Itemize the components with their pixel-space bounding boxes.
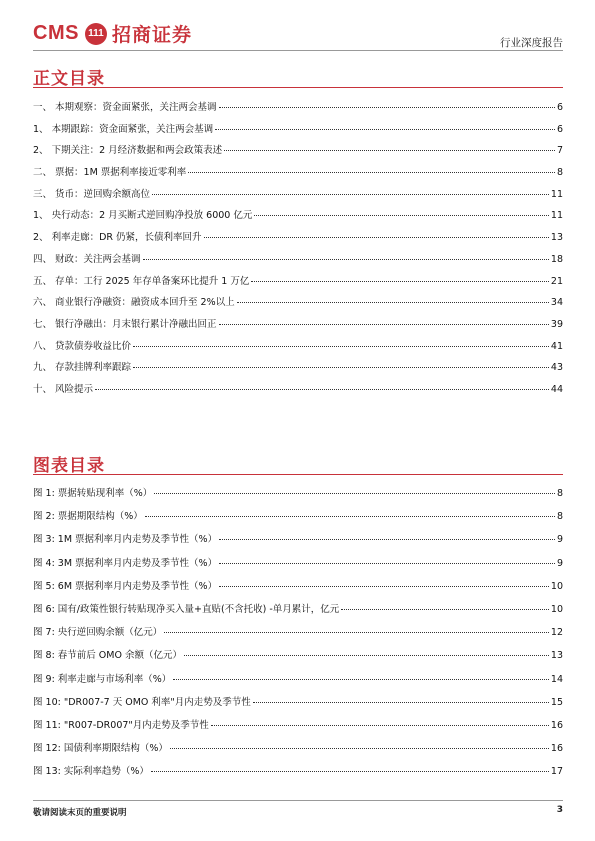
entry-page-number: 15 (550, 696, 563, 708)
dot-leader (215, 129, 555, 130)
figures-list (33, 485, 563, 786)
figure-entry[interactable] (33, 647, 563, 670)
entry-label: 图 7: 央行逆回购余额（亿元） (33, 627, 163, 639)
figures-title: 图表目录 (33, 456, 105, 476)
dot-leader (164, 632, 549, 633)
entry-label: 1、 本期跟踪：资金面紧张，关注两会基调 (33, 123, 214, 135)
contents-entry[interactable] (33, 316, 563, 338)
contents-entry[interactable] (33, 381, 563, 403)
dot-leader (133, 367, 549, 368)
dot-leader (219, 586, 549, 587)
entry-page-number: 10 (550, 580, 563, 592)
entry-page-number: 13 (550, 232, 563, 244)
entry-label: 图 12: 国债利率期限结构（%） (33, 743, 168, 755)
entry-label: 图 8: 春节前后 OMO 余额（亿元） (33, 650, 182, 662)
entry-page-number: 8 (556, 167, 563, 179)
entry-page-number: 21 (550, 275, 563, 287)
entry-page-number: 14 (550, 673, 563, 685)
entry-page-number: 9 (556, 557, 563, 569)
contents-entry[interactable] (33, 142, 563, 164)
dot-leader (204, 237, 549, 238)
dot-leader (224, 150, 555, 151)
contents-entry[interactable] (33, 164, 563, 186)
logo-emblem-icon: 111 (85, 23, 107, 45)
contents-title-rule (33, 87, 563, 88)
entry-page-number: 12 (550, 627, 563, 639)
entry-label: 2、 利率走廊：DR 仍紧，长债利率回升 (33, 232, 202, 244)
dot-leader (152, 194, 549, 195)
figure-entry[interactable] (33, 717, 563, 740)
dot-leader (341, 609, 549, 610)
entry-page-number: 41 (550, 340, 563, 352)
dot-leader (237, 302, 549, 303)
entry-page-number: 43 (550, 362, 563, 374)
contents-entry[interactable] (33, 294, 563, 316)
entry-label: 图 3: 1M 票据利率月内走势及季节性（%） (33, 534, 218, 546)
figure-entry[interactable] (33, 508, 563, 531)
dot-leader (219, 324, 549, 325)
entry-label: 图 9: 利率走廊与市场利率（%） (33, 673, 172, 685)
entry-label: 九、 存款挂牌利率跟踪 (33, 362, 132, 374)
entry-label: 图 1: 票据转贴现利率（%） (33, 488, 153, 499)
dot-leader (154, 493, 555, 494)
entry-label: 图 11: "R007-DR007"月内走势及季节性 (33, 719, 209, 731)
dot-leader (170, 748, 549, 749)
entry-page-number: 17 (550, 766, 563, 778)
entry-label: 五、 存单：工行 2025 年存单备案环比提升 1 万亿 (33, 275, 250, 287)
dot-leader (219, 539, 555, 540)
logo-chinese: 招商证券 (111, 24, 192, 46)
figure-entry[interactable] (33, 694, 563, 717)
page-number: 3 (556, 805, 563, 815)
dot-leader (151, 771, 549, 772)
entry-page-number: 16 (550, 743, 563, 755)
entry-label: 2、 下期关注：2 月经济数据和两会政策表述 (33, 145, 223, 157)
entry-label: 八、 贷款债券收益比价 (33, 340, 132, 352)
entry-label: 一、 本期观察：资金面紧张，关注两会基调 (33, 102, 217, 113)
footer-divider (33, 800, 563, 801)
entry-page-number: 8 (556, 488, 563, 499)
entry-page-number: 6 (556, 102, 563, 113)
dot-leader (173, 679, 549, 680)
entry-page-number: 44 (550, 383, 563, 395)
dot-leader (211, 725, 549, 726)
dot-leader (95, 389, 549, 390)
entry-label: 七、 银行净融出：月末银行累计净融出回正 (33, 318, 217, 330)
entry-label: 图 6: 国有/政策性银行转贴现净买入量+直贴(不含托收) -单月累计，亿元 (33, 603, 340, 615)
entry-page-number: 16 (550, 719, 563, 731)
figure-entry[interactable] (33, 624, 563, 647)
figure-entry[interactable] (33, 671, 563, 694)
entry-page-number: 13 (550, 650, 563, 662)
contents-entry[interactable] (33, 251, 563, 273)
entry-page-number: 39 (550, 318, 563, 330)
entry-page-number: 11 (550, 210, 563, 222)
entry-page-number: 8 (556, 511, 563, 523)
figure-entry[interactable] (33, 578, 563, 601)
entry-label: 六、 商业银行净融资：融资成本回升至 2%以上 (33, 297, 235, 309)
contents-entry[interactable] (33, 359, 563, 381)
figure-entry[interactable] (33, 531, 563, 554)
dot-leader (133, 346, 549, 347)
entry-label: 图 13: 实际利率趋势（%） (33, 766, 149, 778)
figure-entry[interactable] (33, 763, 563, 786)
figure-entry[interactable] (33, 601, 563, 624)
dot-leader (145, 516, 555, 517)
contents-entry[interactable] (33, 186, 563, 208)
contents-entry[interactable] (33, 99, 563, 121)
entry-page-number: 6 (556, 123, 563, 135)
dot-leader (253, 702, 549, 703)
entry-label: 十、 风险提示 (33, 383, 94, 395)
logo-latin: CMS (33, 22, 79, 44)
entry-label: 图 5: 6M 票据利率月内走势及季节性（%） (33, 580, 218, 592)
entry-page-number: 10 (550, 603, 563, 615)
dot-leader (184, 655, 549, 656)
entry-page-number: 11 (550, 188, 563, 200)
entry-label: 1、 央行动态：2 月买断式逆回购净投放 6000 亿元 (33, 210, 253, 222)
entry-label: 图 10: "DR007-7 天 OMO 利率"月内走势及季节性 (33, 696, 251, 708)
figure-entry[interactable] (33, 485, 563, 508)
entry-label: 四、 财政：关注两会基调 (33, 253, 141, 265)
contents-list (33, 99, 563, 403)
figures-title-rule (33, 474, 563, 475)
dot-leader (219, 107, 555, 108)
entry-label: 三、 货币：逆回购余额高位 (33, 188, 151, 200)
report-type-label: 行业深度报告 (500, 37, 563, 49)
dot-leader (219, 563, 555, 564)
header-divider (33, 50, 563, 51)
dot-leader (143, 259, 549, 260)
contents-entry[interactable] (33, 338, 563, 360)
figure-entry[interactable] (33, 740, 563, 763)
contents-entry[interactable] (33, 121, 563, 143)
entry-label: 图 4: 3M 票据利率月内走势及季节性（%） (33, 557, 218, 569)
dot-leader (188, 172, 555, 173)
entry-label: 图 2: 票据期限结构（%） (33, 511, 143, 523)
entry-label: 二、 票据：1M 票据利率接近零利率 (33, 167, 187, 179)
entry-page-number: 9 (556, 534, 563, 546)
company-logo (33, 20, 192, 47)
entry-page-number: 7 (556, 145, 563, 157)
entry-page-number: 34 (550, 297, 563, 309)
dot-leader (251, 281, 549, 282)
page-header (33, 14, 563, 48)
contents-title: 正文目录 (33, 69, 105, 89)
contents-entry[interactable] (33, 229, 563, 251)
entry-page-number: 18 (550, 253, 563, 265)
disclaimer-note: 敬请阅读末页的重要说明 (33, 808, 127, 818)
contents-entry[interactable] (33, 207, 563, 229)
dot-leader (254, 215, 549, 216)
contents-entry[interactable] (33, 273, 563, 295)
figure-entry[interactable] (33, 555, 563, 578)
